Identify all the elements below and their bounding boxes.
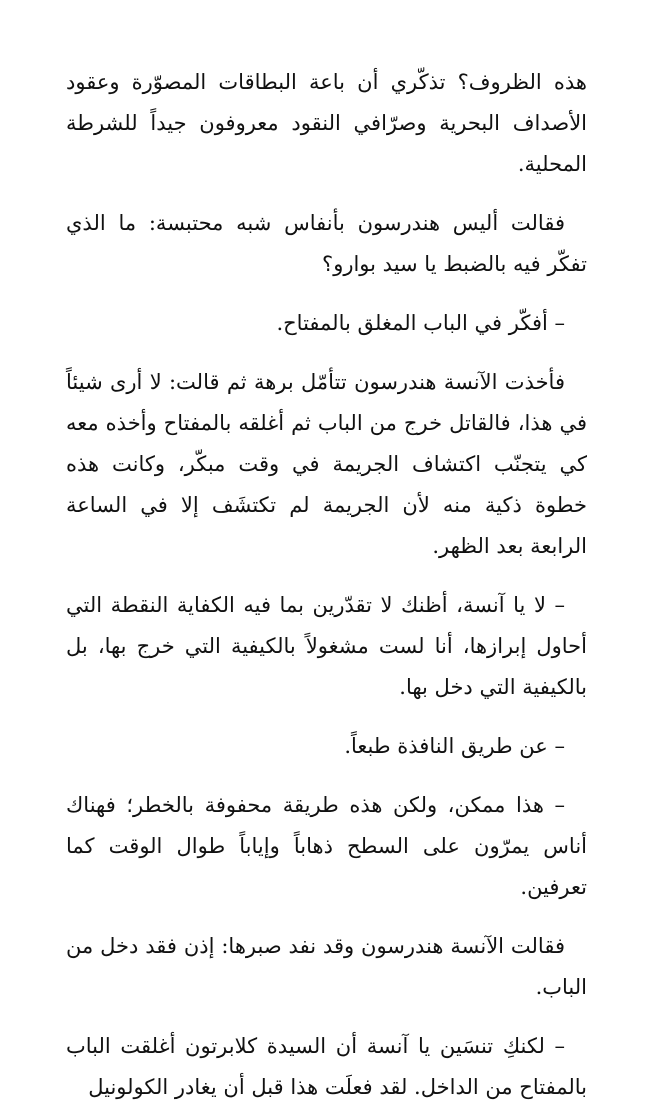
paragraph-3: – أفكّر في الباب المغلق بالمفتاح. [276, 311, 565, 335]
paragraph-8: فقالت الآنسة هندرسون وقد نفد صبرها: إذن فقد دخل من الباب. [66, 934, 587, 999]
paragraph-2: فقالت أليس هندرسون بأنفاس شبه محتبسة: ما الذي تفكّر فيه بالضبط يا سيد بوارو؟ [66, 211, 587, 276]
paragraph-6: – عن طريق النافذة طبعاً. [344, 734, 565, 758]
paragraph-4: فأخذت الآنسة هندرسون تتأمّل برهة ثم قالت: لا أرى شيئاً في هذا، فالقاتل خرج من الباب ثم أغلقه بالمفتاح وأخذه معه كي يتجنّب اكتشاف الجريمة في وقت مبكّر، وكانت هذه خطوة ذكية منه لأن الجريمة لم تكتشَف إلا في الساعة الرابعة بعد الظهر. [66, 370, 587, 558]
paragraph-1: هذه الظروف؟ تذكّري أن باعة البطاقات المصوّرة وعقود الأصداف البحرية وصرّافي النقود معروفون جيداً للشرطة المحلية. [66, 70, 587, 176]
document-page [66, 62, 587, 1099]
paragraph-5: – لا يا آنسة، أظنك لا تقدّرين بما فيه الكفاية النقطة التي أحاول إبرازها، أنا لست مشغولاً بالكيفية التي خرج بها، بل بالكيفية التي دخل بها. [66, 593, 587, 699]
paragraph-9: – لكنكِ تنسَين يا آنسة أن السيدة كلابرتون أغلقت الباب بالمفتاح من الداخل. لقد فعلَت هذا قبل أن يغادر الكولونيل [66, 1034, 587, 1099]
paragraph-7: – هذا ممكن، ولكن هذه طريقة محفوفة بالخطر؛ فهناك أناس يمرّون على السطح ذهاباً وإياباً طوال الوقت كما تعرفين. [66, 793, 587, 899]
